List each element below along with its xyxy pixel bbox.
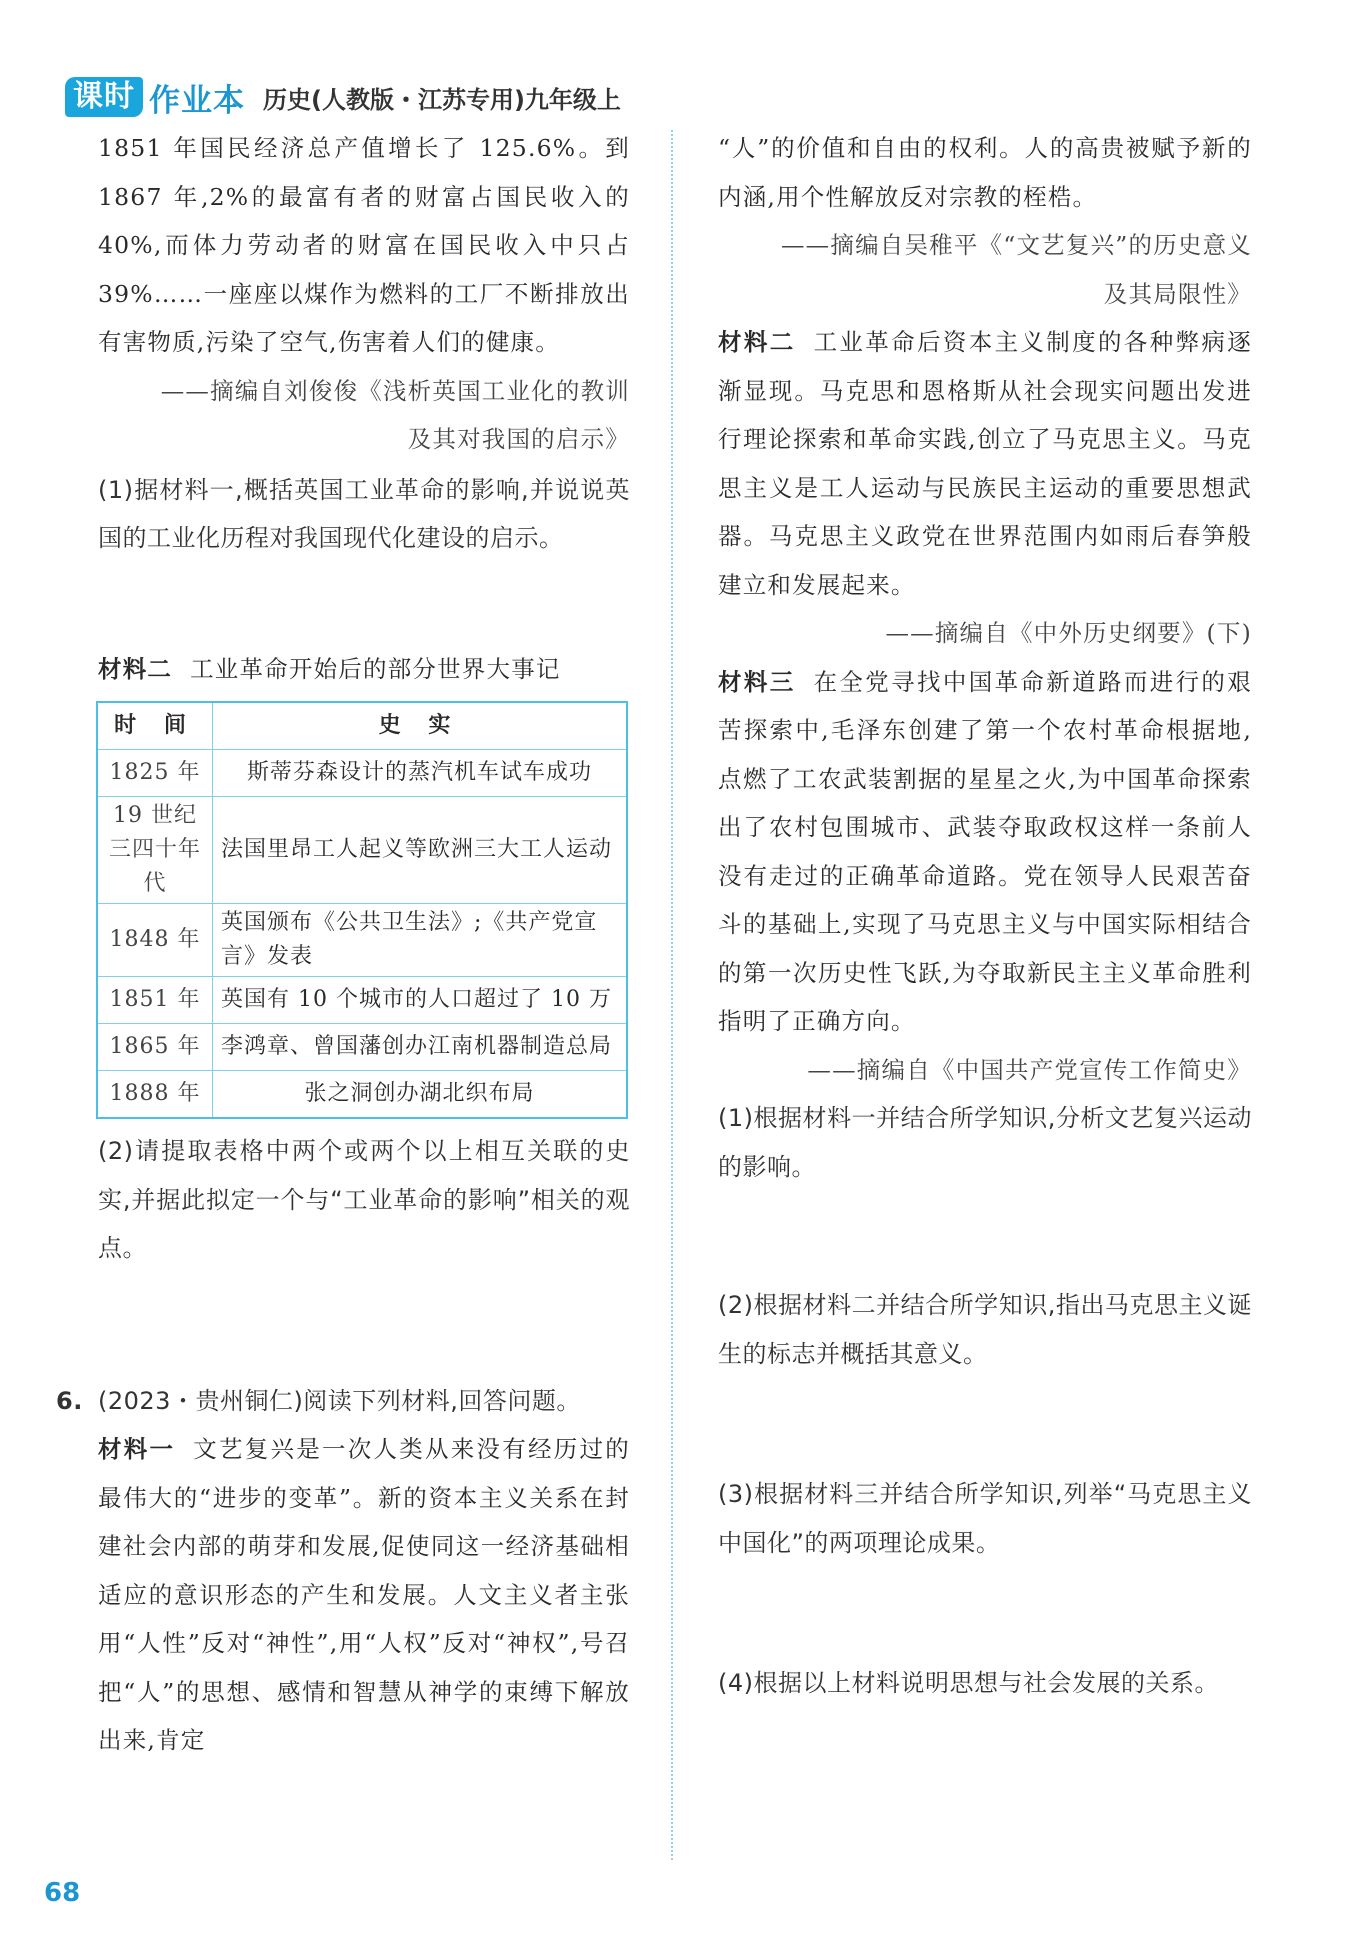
- source-citation: ——摘编自《中外历史纲要》(下): [885, 619, 1252, 647]
- material-1-body: 文艺复兴是一次人类从来没有经历过的最伟大的“进步的变革”。新的资本主义关系在封建社会内部的萌芽和发展,促使同这一经济基础相适应的意识形态的产生和发展。人文主义者主张用“人性”反对“神性”,用“人权”反对“神权”,号召把“人”的思想、感情和智慧从神学的束缚下解放出来,肯定: [98, 1435, 630, 1754]
- row-year: 1865 年: [97, 1024, 213, 1071]
- material-1-text: [98, 1425, 630, 1765]
- table-row: [97, 904, 627, 977]
- material-2-body: 工业革命后资本主义制度的各种弊病逐渐显现。马克思和恩格斯从社会现实问题出发进行理论探索和革命实践,创立了马克思主义。马克思主义是工人运动与民族民主运动的重要思想武器。马克思主义政党在世界范围内如雨后春笋般建立和发展起来。: [718, 328, 1252, 599]
- logo-badge: 课时: [65, 77, 143, 117]
- table-row: [97, 1071, 627, 1119]
- table-row: [97, 750, 627, 797]
- page-number: 68: [44, 1878, 81, 1908]
- logo-text: 作业本: [149, 82, 245, 119]
- material-title: 工业革命开始后的部分世界大事记: [190, 654, 561, 683]
- brand-logo: [65, 75, 245, 119]
- question-2: (2)请提取表格中两个或两个以上相互关联的史实,并据此拟定一个与“工业革命的影响”相关的观点。: [98, 1137, 630, 1262]
- row-year: 19 世纪三四十年代: [97, 797, 213, 904]
- material-3-text: [718, 658, 1252, 1046]
- material-2-heading: [98, 645, 630, 694]
- material-3-body: 在全党寻找中国革命新道路而进行的艰苦探索中,毛泽东创建了第一个农村革命根据地,点燃了工农武装割据的星星之火,为中国革命探索出了农村包围城市、武装夺取政权这样一条前人没有走过的正确革命道路。党在领导人民艰苦奋斗的基础上,实现了马克思主义与中国实际相结合的第一次历史性飞跃,为夺取新民主主义革命胜利指明了正确方向。: [718, 667, 1252, 1035]
- table-header-row: [97, 702, 627, 750]
- material-1-continued: “人”的价值和自由的权利。人的高贵被赋予新的内涵,用个性解放反对宗教的桎梏。: [718, 134, 1252, 211]
- question-3: (3)根据材料三并结合所学知识,列举“马克思主义中国化”的两项理论成果。: [718, 1480, 1252, 1557]
- source-citation: ——摘编自刘俊俊《浅析英国工业化的教训: [160, 376, 630, 405]
- events-table: [96, 701, 628, 1119]
- row-fact: 法国里昂工人起义等欧洲三大工人运动: [213, 797, 628, 904]
- source-citation-cont: 及其对我国的启示》: [407, 425, 630, 453]
- row-fact: 张之洞创办湖北织布局: [213, 1071, 628, 1119]
- question-number: 6.: [56, 1386, 83, 1415]
- subject-title: 历史(人教版・江苏专用)九年级上: [263, 85, 621, 114]
- question-6-text: (2023・贵州铜仁)阅读下列材料,回答问题。: [98, 1386, 581, 1415]
- row-year: 1888 年: [97, 1071, 213, 1119]
- row-year: 1825 年: [97, 750, 213, 797]
- question-2: (2)根据材料二并结合所学知识,指出马克思主义诞生的标志并概括其意义。: [718, 1291, 1252, 1368]
- source-citation: ——摘编自吴稚平《“文艺复兴”的历史意义: [780, 231, 1252, 259]
- row-fact: 英国有 10 个城市的人口超过了 10 万: [213, 977, 628, 1024]
- question-6-heading: [56, 1377, 630, 1426]
- question-1: (1)据材料一,概括英国工业革命的影响,并说说英国的工业化历程对我国现代化建设的启示。: [98, 475, 630, 552]
- table-row: [97, 797, 627, 904]
- material-label: 材料一: [98, 1435, 176, 1463]
- material-text: 1851 年国民经济总产值增长了 125.6%。到1867 年,2%的最富有者的财富占国民收入的40%,而体力劳动者的财富在国民收入中只占39%……一座座以煤作为燃料的工厂不断排放出有害物质,污染了空气,伤害着人们的健康。: [98, 134, 630, 356]
- source-citation-cont: 及其局限性》: [1103, 279, 1252, 308]
- table-row: [97, 1024, 627, 1071]
- row-fact: 英国颁布《公共卫生法》;《共产党宣言》发表: [213, 904, 628, 977]
- row-fact: 斯蒂芬森设计的蒸汽机车试车成功: [213, 750, 628, 797]
- header-time: 时 间: [97, 702, 213, 750]
- left-column: [56, 124, 630, 1765]
- column-divider: [671, 130, 673, 1860]
- question-1: (1)根据材料一并结合所学知识,分析文艺复兴运动的影响。: [718, 1104, 1252, 1181]
- row-year: 1848 年: [97, 904, 213, 977]
- header-fact: 史 实: [213, 702, 628, 750]
- row-fact: 李鸿章、曾国藩创办江南机器制造总局: [213, 1024, 628, 1071]
- material-2-text: [718, 318, 1252, 609]
- table-row: [97, 977, 627, 1024]
- material-label: 材料三: [718, 667, 796, 696]
- question-4: (4)根据以上材料说明思想与社会发展的关系。: [718, 1669, 1219, 1697]
- page-header: [65, 72, 621, 122]
- right-column: [718, 124, 1252, 1708]
- source-citation: ——摘编自《中国共产党宣传工作简史》: [807, 1055, 1252, 1084]
- material-label: 材料二: [718, 328, 796, 356]
- row-year: 1851 年: [97, 977, 213, 1024]
- material-label: 材料二: [98, 654, 173, 683]
